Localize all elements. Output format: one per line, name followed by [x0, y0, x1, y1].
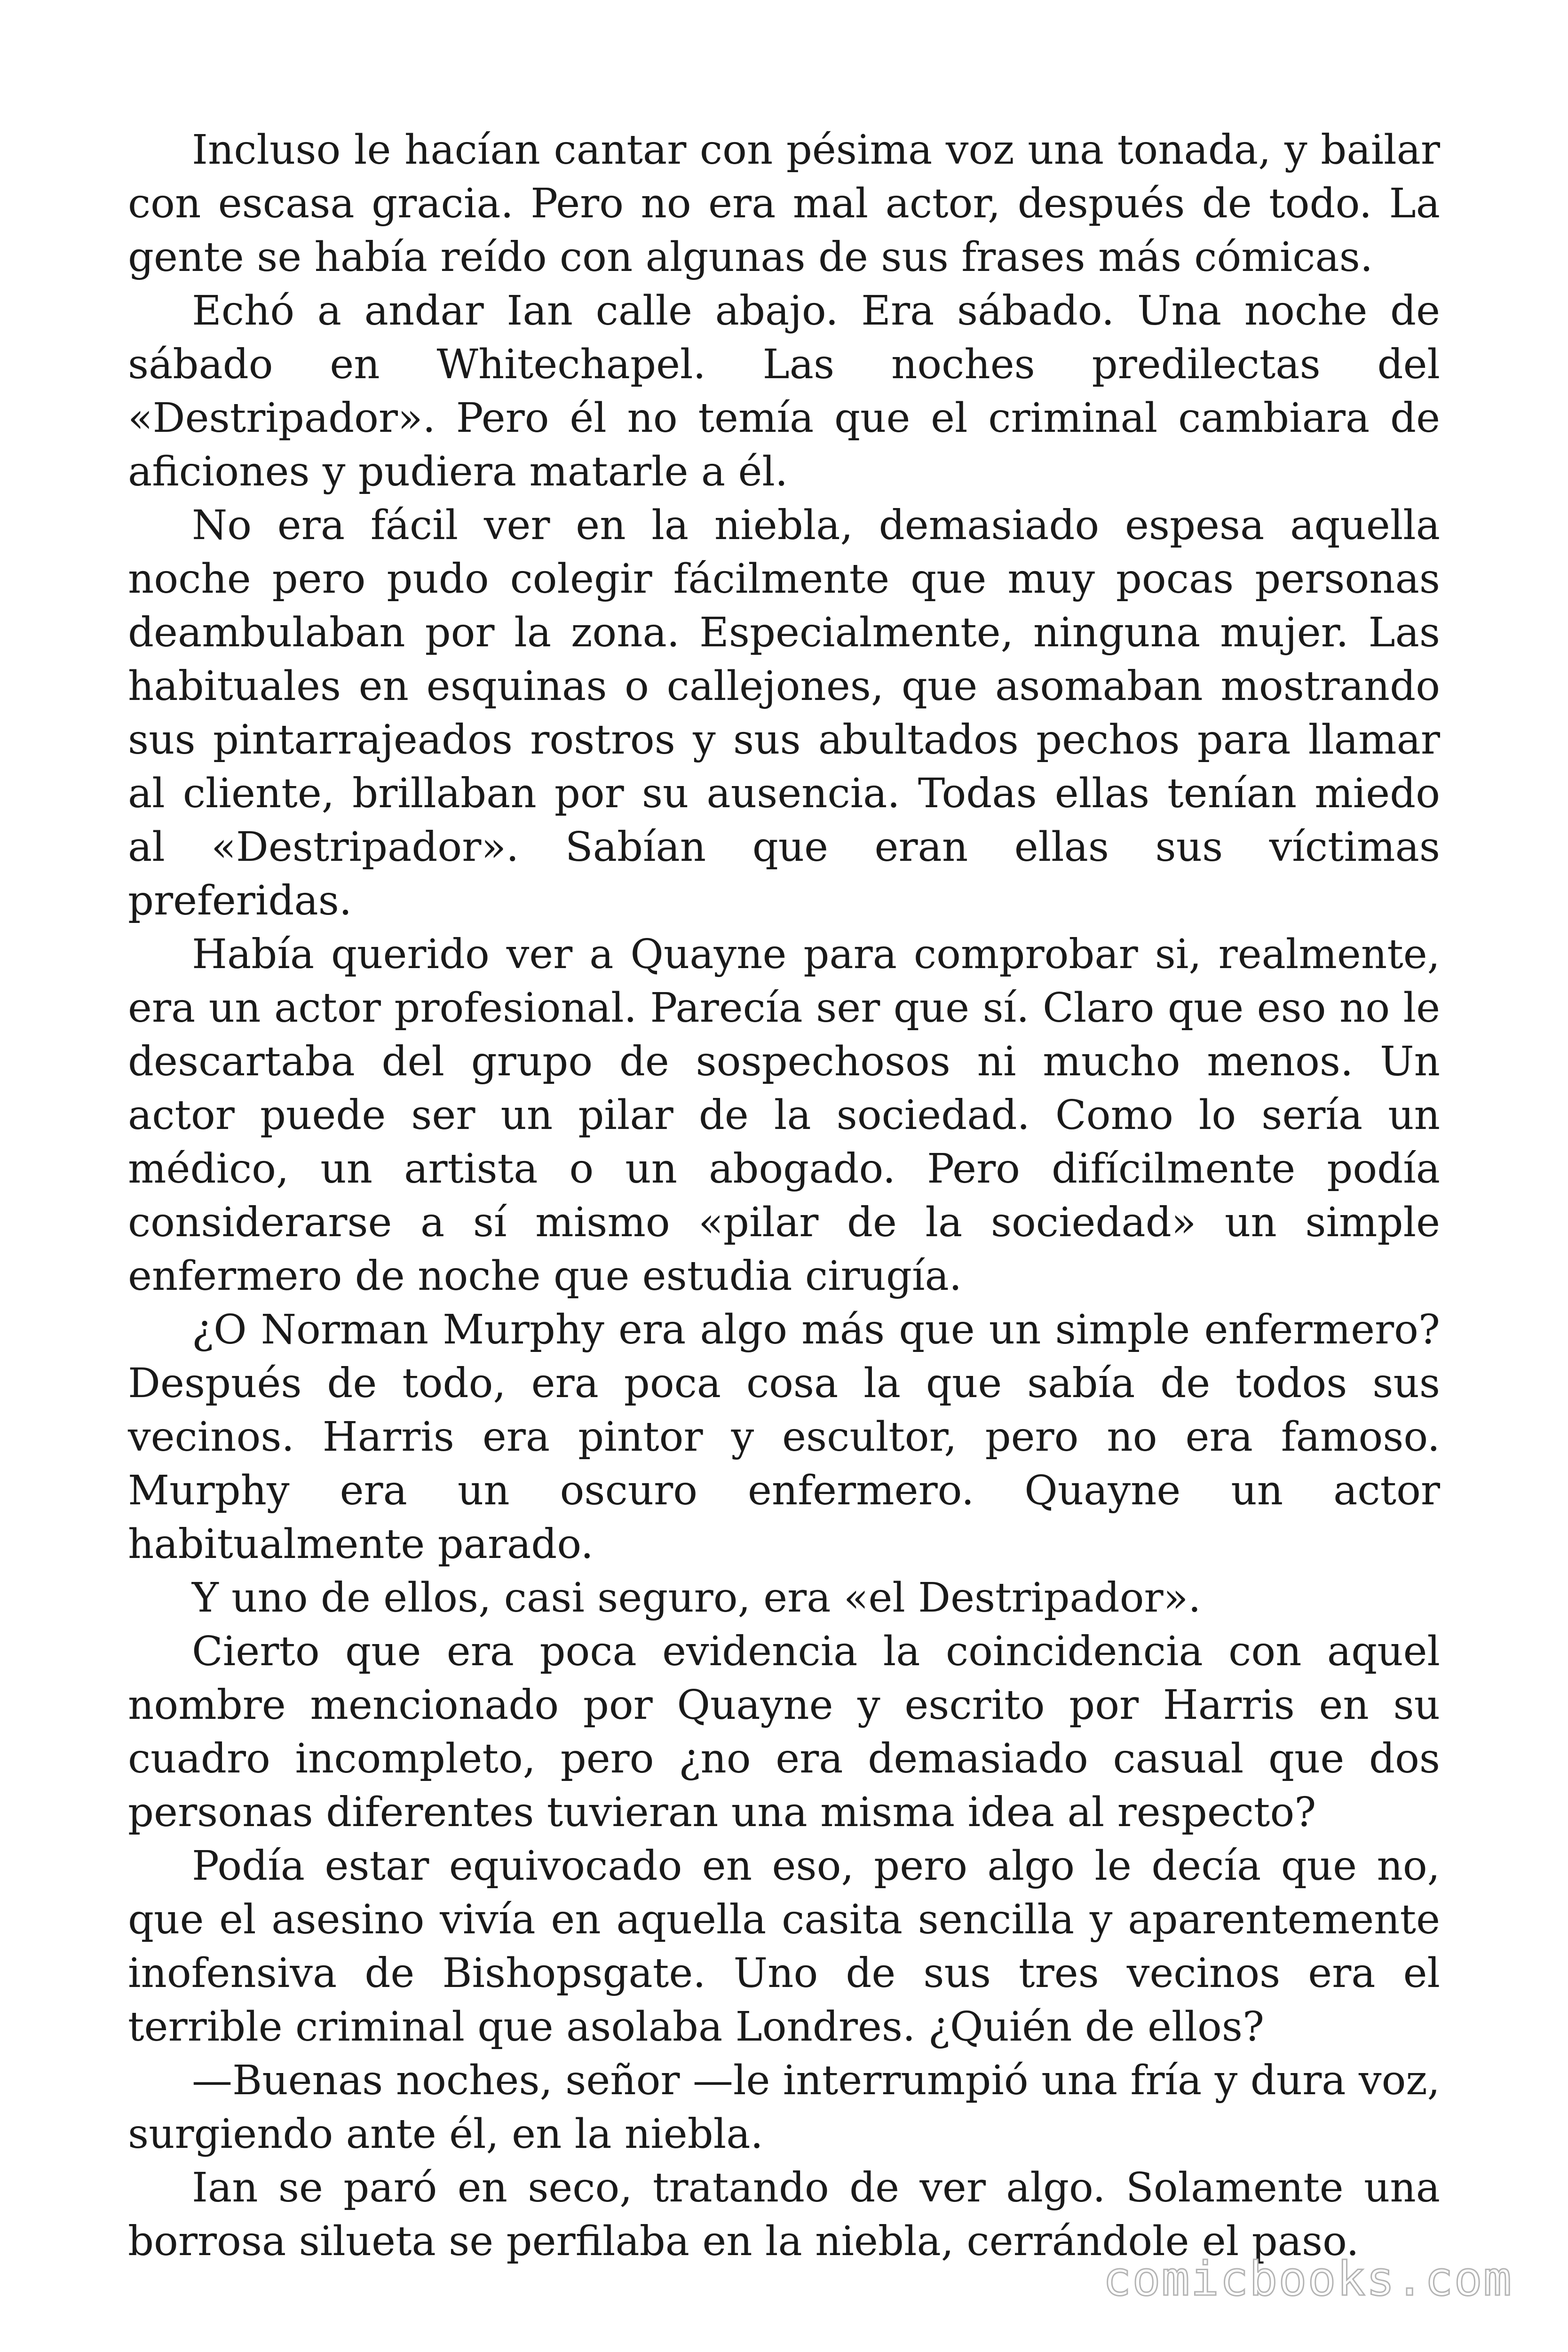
- paragraph: Ian se paró en seco, tratando de ver algo. Solamente una borrosa silueta se perfilaba en la niebla, cerrándole el paso.: [128, 2164, 1440, 2265]
- paragraph: Y uno de ellos, casi seguro, era «el Destripador».: [192, 1574, 1201, 1621]
- page-body-text: [128, 123, 1440, 2268]
- paragraph: No era fácil ver en la niebla, demasiado espesa aquella noche pero pudo colegir fácilmente que muy pocas personas deambulaban por la zona. Especialmente, ninguna mujer. Las habituales en esquinas o callejones, que asomaban mostrando sus pintarrajeados rostros y sus abultados pechos para llamar al cliente, brillaban por su ausencia. Todas ellas tenían miedo al «Destripador». Sabían que eran ellas sus víctimas preferidas.: [128, 502, 1440, 924]
- paragraph: Cierto que era poca evidencia la coincidencia con aquel nombre mencionado por Quayne y escrito por Harris en su cuadro incompleto, pero ¿no era demasiado casual que dos personas diferentes tuvieran una misma idea al respecto?: [128, 1628, 1440, 1836]
- paragraph: Incluso le hacían cantar con pésima voz una tonada, y bailar con escasa gracia. Pero no era mal actor, después de todo. La gente se había reído con algunas de sus frases más cómicas.: [128, 127, 1440, 281]
- watermark-text: comicbooks.com: [1103, 2251, 1513, 2306]
- paragraph: Echó a andar Ian calle abajo. Era sábado. Una noche de sábado en Whitechapel. Las noches predilectas del «Destripador». Pero él no temía que el criminal cambiara de aficiones y pudiera matarle a él.: [128, 287, 1440, 495]
- paragraph: Había querido ver a Quayne para comprobar si, realmente, era un actor profesional. Parecía ser que sí. Claro que eso no le descartaba del grupo de sospechosos ni mucho menos. Un actor puede ser un pilar de la sociedad. Como lo sería un médico, un artista o un abogado. Pero difícilmente podía considerarse a sí mismo «pilar de la sociedad» un simple enfermero de noche que estudia cirugía.: [128, 931, 1440, 1300]
- paragraph: Podía estar equivocado en eso, pero algo le decía que no, que el asesino vivía en aquella casita sencilla y aparentemente inofensiva de Bishopsgate. Uno de sus tres vecinos era el terrible criminal que asolaba Londres. ¿Quién de ellos?: [128, 1843, 1440, 2050]
- paragraph: —Buenas noches, señor —le interrumpió una fría y dura voz, surgiendo ante él, en la niebla.: [128, 2057, 1440, 2158]
- paragraph: ¿O Norman Murphy era algo más que un simple enfermero? Después de todo, era poca cosa la que sabía de todos sus vecinos. Harris era pintor y escultor, pero no era famoso. Murphy era un oscuro enfermero. Quayne un actor habitualmente parado.: [128, 1306, 1440, 1568]
